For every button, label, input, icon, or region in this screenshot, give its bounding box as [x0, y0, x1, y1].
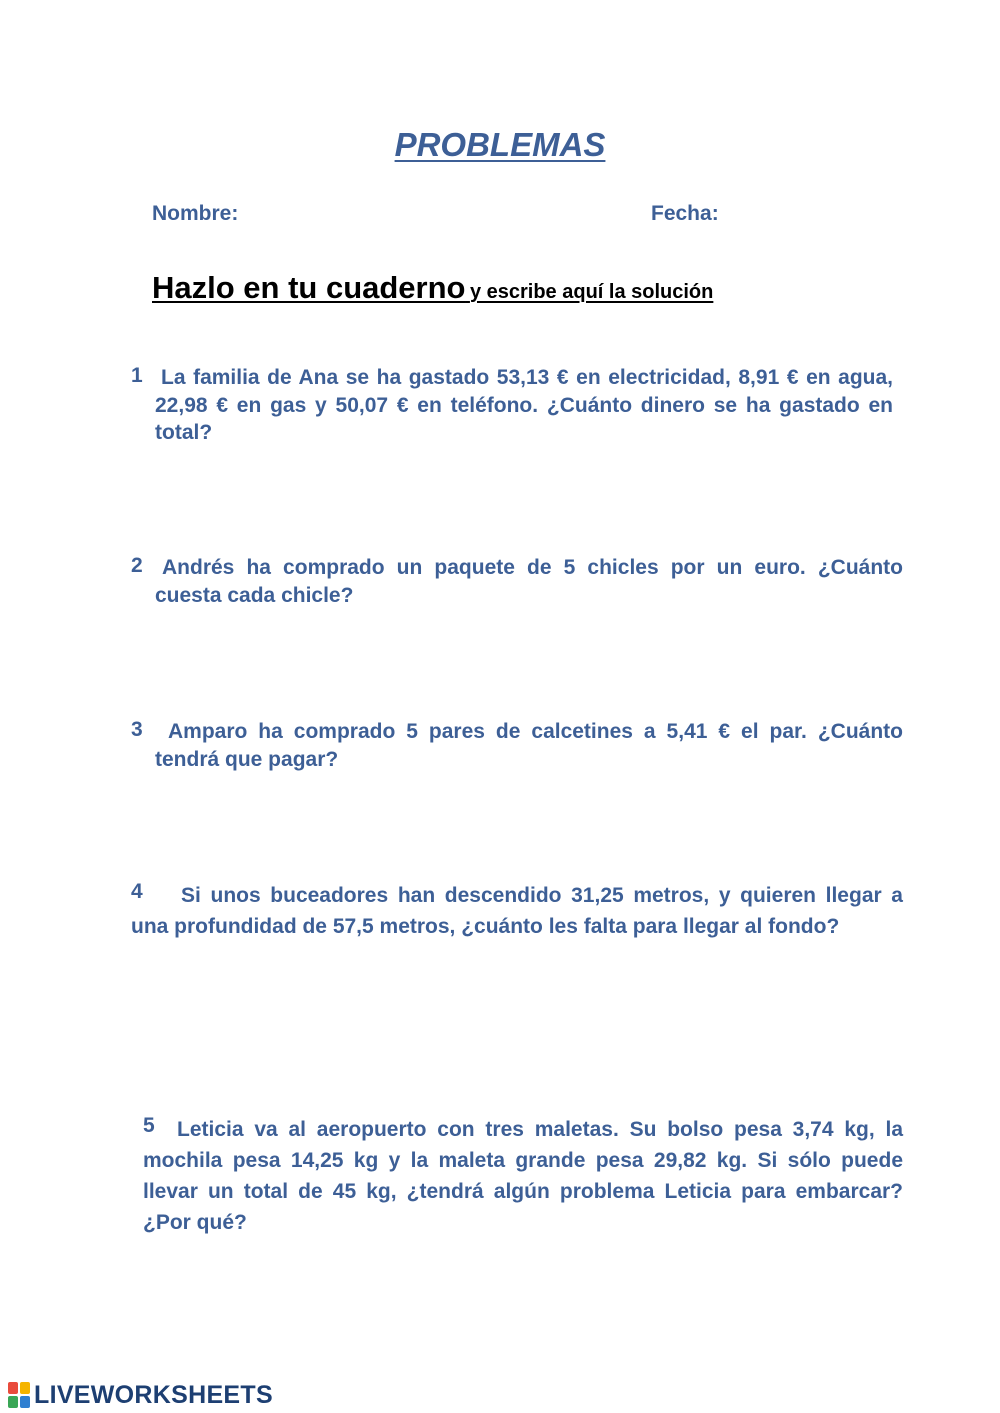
liveworksheets-logo: [8, 1380, 273, 1410]
problem-number: 5: [143, 1114, 155, 1137]
problem-text: Leticia va al aeropuerto con tres maletas. Su bolso pesa 3,74 kg, la mochila pesa 14,25 kg y la maleta grande pesa 29,82 kg. Si sólo puede llevar un total de 45 kg, ¿tendrá algún problema Leticia para embarcar? ¿Por qué?: [143, 1118, 903, 1234]
problem-number: 2: [131, 554, 143, 577]
problem-number: 4: [131, 880, 143, 903]
name-label: Nombre:: [152, 202, 239, 225]
instruction-sub: y escribe aquí la solución: [469, 281, 714, 303]
problem-number: 3: [131, 718, 143, 741]
problem-number: 1: [131, 364, 143, 387]
problem-text: La familia de Ana se ha gastado 53,13 € en electricidad, 8,91 € en agua, 22,98 € en gas y 50,07 € en teléfono. ¿Cuánto dinero se ha gastado en total?: [155, 366, 893, 444]
instruction: [152, 270, 713, 306]
title-text: PROBLEMAS: [394, 126, 606, 163]
problem-text: Andrés ha comprado un paquete de 5 chicles por un euro. ¿Cuánto cuesta cada chicle?: [155, 556, 903, 607]
brand-name: LIVEWORKSHEETS: [34, 1380, 273, 1409]
page-title: [0, 126, 1000, 164]
problem-text: Si unos buceadores han descendido 31,25 metros, y quieren llegar a una profundidad de 57,5 metros, ¿cuánto les falta para llegar al fondo?: [131, 884, 903, 938]
logo-blocks-icon: [8, 1382, 30, 1408]
instruction-main: Hazlo en tu cuaderno: [152, 270, 466, 305]
date-label: Fecha:: [651, 202, 719, 225]
problem-text: Amparo ha comprado 5 pares de calcetines a 5,41 € el par. ¿Cuánto tendrá que pagar?: [155, 720, 903, 771]
